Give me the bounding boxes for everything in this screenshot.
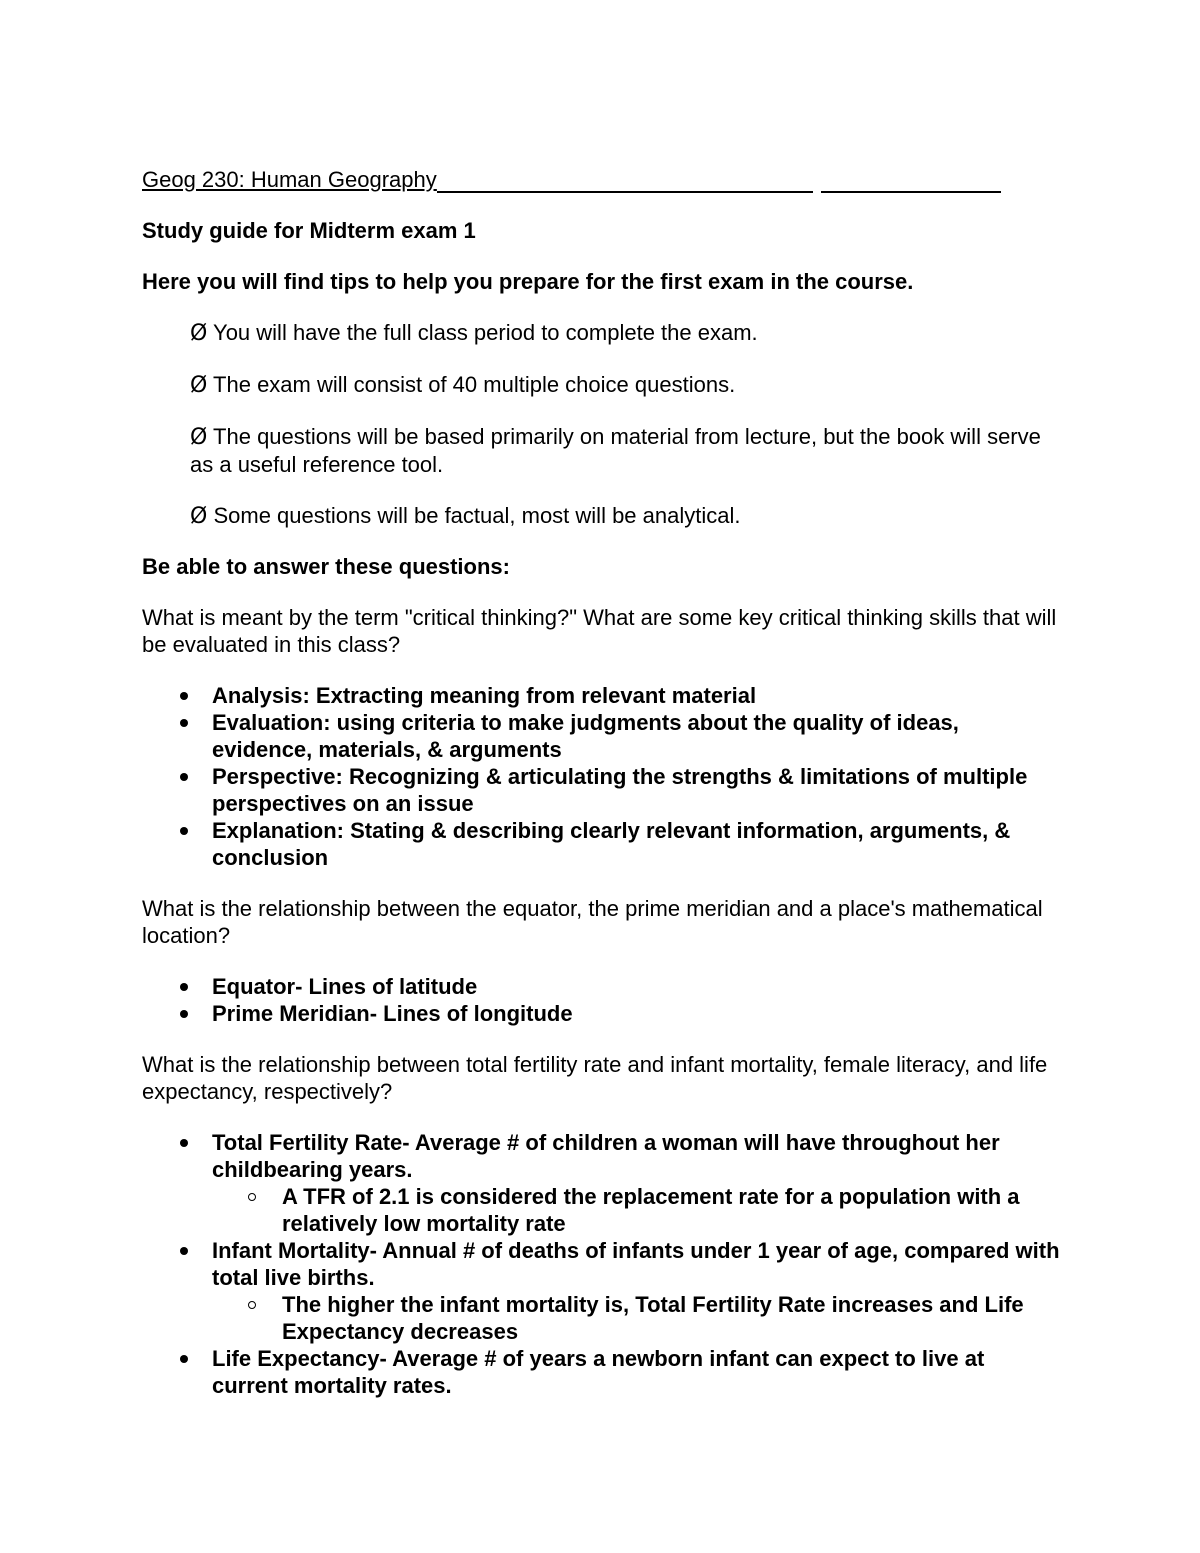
- course-title: Geog 230: Human Geography: [142, 167, 437, 192]
- bullet-dot-icon: [180, 692, 188, 700]
- bullet-dot-icon: [180, 773, 188, 781]
- sub-list-item: [212, 1291, 1062, 1345]
- bullet-dot-icon: [180, 719, 188, 727]
- answer-list: [142, 1129, 1062, 1399]
- intro-text: Here you will find tips to help you prepare for the first exam in the course.: [142, 269, 914, 294]
- tip-item: [190, 319, 1062, 347]
- list-item: [142, 1000, 1062, 1027]
- arrow-bullet-icon: Ø: [190, 425, 208, 450]
- bullet-dot-icon: [180, 1355, 188, 1363]
- sub-list-item: [212, 1183, 1062, 1237]
- arrow-bullet-icon: Ø: [190, 373, 208, 398]
- list-item: [142, 709, 1062, 763]
- bullet-dot-icon: [180, 827, 188, 835]
- sub-list: [212, 1183, 1062, 1237]
- bullet-dot-icon: [180, 1139, 188, 1147]
- question-text: What is the relationship between total fertility rate and infant mortality, female literacy, and life expectancy, respectively?: [142, 1052, 1048, 1104]
- tips-list: [142, 319, 1062, 530]
- section-heading: Be able to answer these questions:: [142, 554, 510, 579]
- bullet-dot-icon: [180, 1010, 188, 1018]
- sub-list-item-text: A TFR of 2.1 is considered the replacement rate for a population with a relatively low mortality rate: [282, 1184, 1020, 1236]
- list-item: [142, 682, 1062, 709]
- list-item: [142, 1345, 1062, 1399]
- list-item-text: Equator- Lines of latitude: [212, 974, 478, 999]
- list-item-text: Explanation: Stating & describing clearly relevant information, arguments, & conclusion: [212, 818, 1011, 870]
- arrow-bullet-icon: Ø: [190, 321, 208, 346]
- hollow-circle-bullet-icon: [248, 1301, 256, 1309]
- arrow-bullet-icon: Ø: [190, 504, 208, 529]
- list-item-text: Prime Meridian- Lines of longitude: [212, 1001, 573, 1026]
- sub-list-item-text: The higher the infant mortality is, Total Fertility Rate increases and Life Expectancy decreases: [282, 1292, 1024, 1344]
- list-item: [142, 763, 1062, 817]
- header-line: [142, 165, 1062, 193]
- tip-text: You will have the full class period to complete the exam.: [213, 320, 758, 345]
- sub-list: [212, 1291, 1062, 1345]
- list-item-text: Analysis: Extracting meaning from relevant material: [212, 683, 757, 708]
- list-item-text: Total Fertility Rate- Average # of children a woman will have throughout her childbearing years.: [212, 1130, 1000, 1182]
- tip-item: [190, 423, 1062, 478]
- tip-text: The exam will consist of 40 multiple choice questions.: [213, 372, 736, 397]
- bullet-dot-icon: [180, 983, 188, 991]
- list-item: [142, 1237, 1062, 1345]
- list-item: [142, 1129, 1062, 1237]
- answer-list: [142, 973, 1062, 1027]
- list-item-text: Infant Mortality- Annual # of deaths of infants under 1 year of age, compared with total live births.: [212, 1238, 1060, 1290]
- title-underline: [437, 170, 813, 193]
- name-blank-line: [821, 170, 1001, 193]
- bullet-dot-icon: [180, 1247, 188, 1255]
- list-item: [142, 973, 1062, 1000]
- document-page: [142, 165, 1062, 1399]
- question-text: What is meant by the term "critical thinking?" What are some key critical thinking skills that will be evaluated in this class?: [142, 605, 1057, 657]
- tip-item: [190, 502, 1062, 530]
- tip-text: Some questions will be factual, most will be analytical.: [213, 503, 741, 528]
- answer-list: [142, 682, 1062, 871]
- subtitle: Study guide for Midterm exam 1: [142, 218, 476, 243]
- list-item-text: Life Expectancy- Average # of years a newborn infant can expect to live at current mortality rates.: [212, 1346, 985, 1398]
- list-item-text: Evaluation: using criteria to make judgments about the quality of ideas, evidence, materials, & arguments: [212, 710, 959, 762]
- tip-text: The questions will be based primarily on material from lecture, but the book will serve as a useful reference tool.: [190, 424, 1041, 477]
- question-text: What is the relationship between the equator, the prime meridian and a place's mathematical location?: [142, 896, 1043, 948]
- hollow-circle-bullet-icon: [248, 1193, 256, 1201]
- list-item-text: Perspective: Recognizing & articulating the strengths & limitations of multiple perspectives on an issue: [212, 764, 1028, 816]
- list-item: [142, 817, 1062, 871]
- tip-item: [190, 371, 1062, 399]
